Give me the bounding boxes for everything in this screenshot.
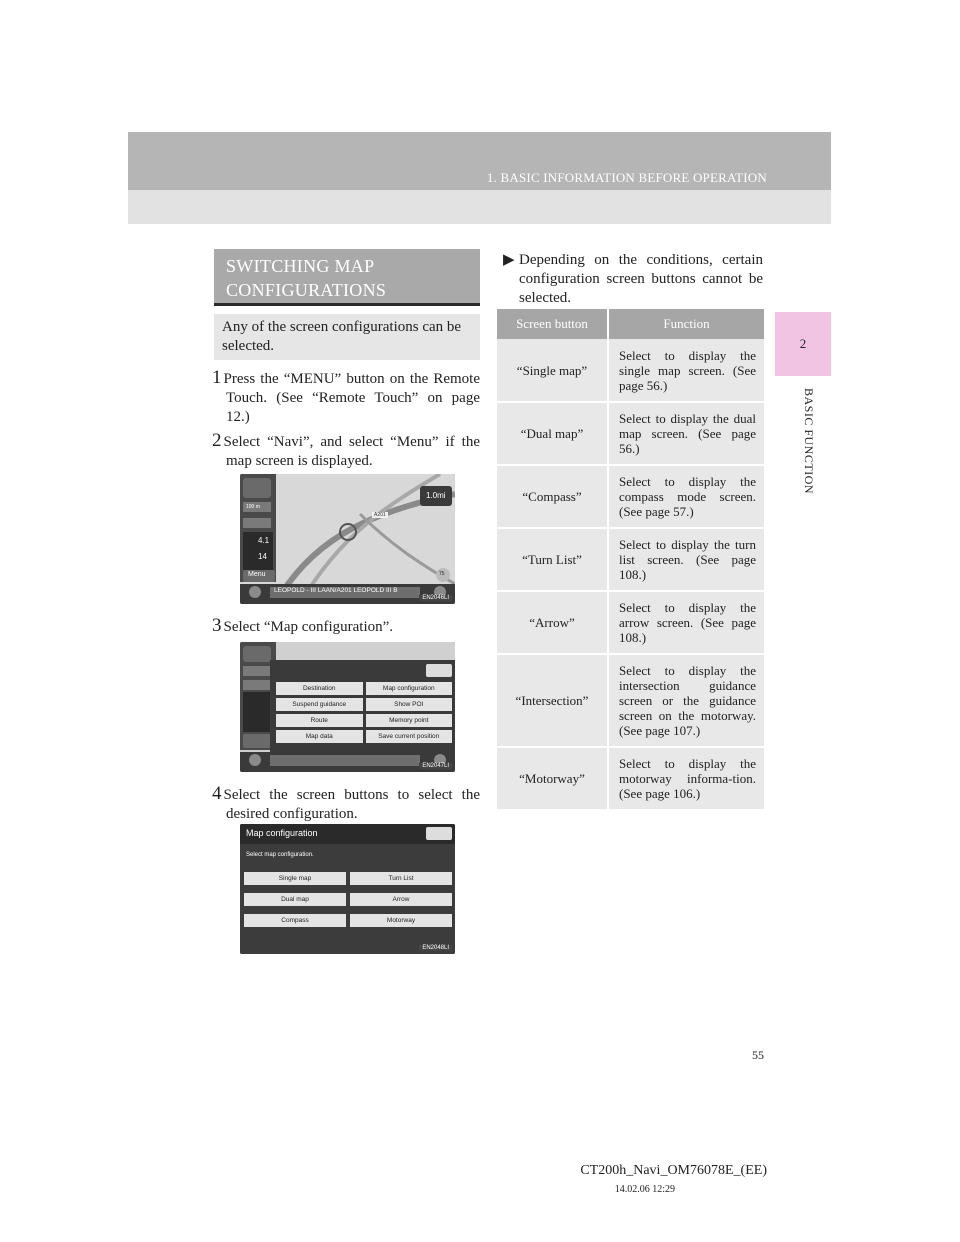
figure-code: EN2046LI [419,595,452,601]
map-speed: 75 [439,571,445,577]
map-menu-button: Menu [248,571,266,578]
map-dist-1: 4.1 [258,536,270,545]
column-header: Screen button [497,309,608,339]
section-title: SWITCHING MAP CONFIGURATIONS [214,249,480,303]
menu-save-position-button: Save current position [366,730,453,743]
map-street-name: LEOPOLD - III LAAN/A201 LEOPOLD III B [274,587,398,594]
step-text: Select the screen buttons to select the desired configuration. [223,787,480,822]
config-subtitle: Select map configuration. [246,852,314,858]
table-cell-button: “Turn List” [497,528,608,591]
chapter-label: BASIC FUNCTION [802,388,816,495]
compass-button: Compass [244,914,346,927]
bullet-icon: ▶ [503,252,515,268]
figure-code: EN2047LI [419,763,452,769]
arrow-button: Arrow [350,893,452,906]
table-cell-function: Select to display the motorway informa-tion. (See page 106.) [608,747,764,810]
menu-show-poi-button: Show POI [366,698,453,711]
config-title: Map configuration [246,828,318,838]
table-cell-function: Select to display the turn list screen. (See page 108.) [608,528,764,591]
column-header: Function [608,309,764,339]
table-cell-function: Select to display the arrow screen. (See page 108.) [608,591,764,654]
step-2 [212,430,480,471]
step-3 [212,615,480,637]
note [503,251,763,308]
table-cell-button: “Arrow” [497,591,608,654]
screen-button-table [497,309,764,811]
config-screen-image [240,824,455,954]
menu-memory-point-button: Memory point [366,714,453,727]
step-number: 4 [212,783,222,804]
map-screen-image [240,474,455,604]
note-text: Depending on the conditions, certain configuration screen buttons cannot be selected. [519,252,763,306]
figure-code: EN2048LI [419,945,452,951]
chapter-title: 1. BASIC INFORMATION BEFORE OPERATION [486,170,767,185]
page-header [128,132,831,190]
table-cell-button: “Single map” [497,339,608,402]
table-cell-function: Select to display the intersection guidance screen or the guidance screen on the motorway. (See page 107.) [608,654,764,747]
page-number: 55 [752,1048,764,1062]
step-4 [212,783,480,824]
section-rule [214,303,480,306]
config-button-grid [244,872,452,927]
map-scale: 100 m [246,504,260,510]
table-row [497,654,764,747]
menu-map-configuration-button: Map configuration [366,682,453,695]
dual-map-button: Dual map [244,893,346,906]
menu-suspend-guidance-button: Suspend guidance [276,698,363,711]
section-intro: Any of the screen configurations can be selected. [214,314,480,360]
print-timestamp: 14.02.06 12:29 [614,1184,675,1195]
table-row [497,528,764,591]
motorway-button: Motorway [350,914,452,927]
table-row [497,339,764,402]
step-text: Select “Navi”, and select “Menu” if the map screen is displayed. [223,434,480,469]
table-cell-button: “Intersection” [497,654,608,747]
table-row [497,402,764,465]
document-id: CT200h_Navi_OM76078E_(EE) [580,1163,767,1178]
chapter-number: 2 [799,336,807,351]
step-text: Select “Map configuration”. [223,619,394,635]
step-text: Press the “MENU” button on the Remote Touch. (See “Remote Touch” on page 12.) [223,371,480,425]
table-row [497,747,764,810]
turn-list-button: Turn List [350,872,452,885]
table-row [497,465,764,528]
menu-route-button: Route [276,714,363,727]
table-header-row [497,309,764,339]
step-number: 3 [212,615,222,636]
map-distance: 1.0mi [426,491,446,500]
table-cell-button: “Compass” [497,465,608,528]
table-cell-button: “Dual map” [497,402,608,465]
step-number: 2 [212,430,222,451]
table-row [497,591,764,654]
map-road-label: A201 [374,512,386,518]
header-subband [128,190,831,224]
map-dist-2: 14 [258,552,267,561]
step-number: 1 [212,367,222,388]
menu-destination-button: Destination [276,682,363,695]
table-cell-button: “Motorway” [497,747,608,810]
menu-button-grid [276,682,452,743]
single-map-button: Single map [244,872,346,885]
menu-screen-image [240,642,455,772]
menu-map-data-button: Map data [276,730,363,743]
table-cell-function: Select to display the single map screen. (See page 56.) [608,339,764,402]
table-cell-function: Select to display the compass mode screen. (See page 57.) [608,465,764,528]
step-1 [212,367,480,427]
table-cell-function: Select to display the dual map screen. (See page 56.) [608,402,764,465]
